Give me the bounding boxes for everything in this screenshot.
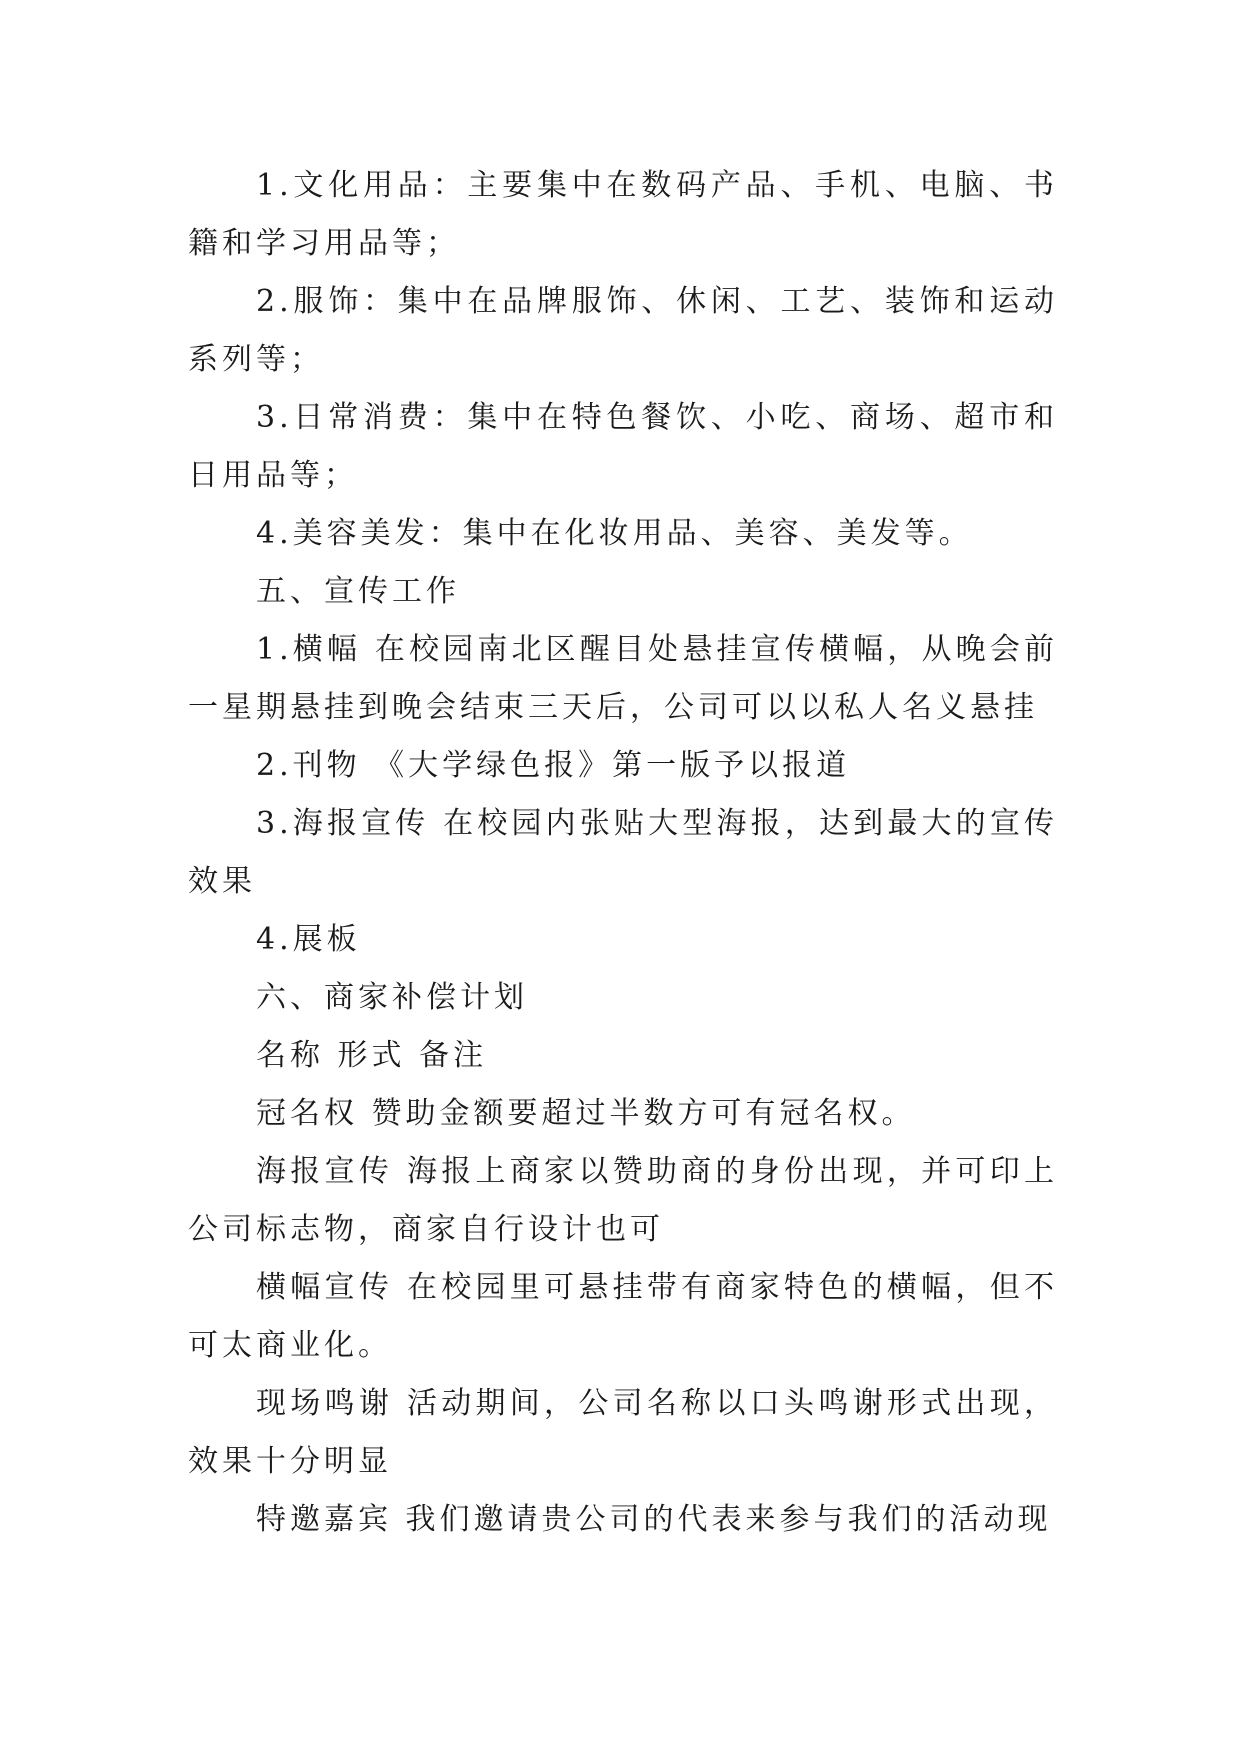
paragraph-publication: 2.刊物 《大学绿色报》第一版予以报道 — [256, 748, 851, 783]
paragraph-poster-promotion: 海报宣传 海报上商家以赞助商的身份出现，并可印上公司标志物，商家自行设计也可 — [188, 1154, 1058, 1247]
paragraph-banner: 1.横幅 在校园南北区醒目处悬挂宣传横幅，从晚会前一星期悬挂到晚会结束三天后，公司可以以私人名义悬挂 — [188, 632, 1058, 725]
section-heading-publicity: 五、宣传工作 — [256, 574, 460, 609]
paragraph-banner-promotion: 横幅宣传 在校园里可悬挂带有商家特色的横幅，但不可太商业化。 — [188, 1270, 1058, 1363]
paragraph-display-board: 4.展板 — [256, 922, 361, 957]
paragraph-naming-rights: 冠名权 赞助金额要超过半数方可有冠名权。 — [256, 1096, 916, 1131]
paragraph-culture-goods: 1.文化用品：主要集中在数码产品、手机、电脑、书籍和学习用品等； — [188, 168, 1058, 261]
paragraph-special-guest: 特邀嘉宾 我们邀请贵公司的代表来参与我们的活动现 — [256, 1502, 1052, 1537]
paragraph-apparel: 2.服饰：集中在品牌服饰、休闲、工艺、装饰和运动系列等； — [188, 284, 1058, 377]
table-header-line: 名称 形式 备注 — [256, 1038, 488, 1073]
section-heading-compensation: 六、商家补偿计划 — [256, 980, 528, 1015]
paragraph-onsite-thanks: 现场鸣谢 活动期间，公司名称以口头鸣谢形式出现，效果十分明显 — [188, 1386, 1058, 1479]
paragraph-daily-consumption: 3.日常消费：集中在特色餐饮、小吃、商场、超市和日用品等； — [188, 400, 1058, 493]
paragraph-poster: 3.海报宣传 在校园内张贴大型海报，达到最大的宣传效果 — [188, 806, 1058, 899]
document-body — [188, 157, 1058, 1549]
paragraph-beauty: 4.美容美发：集中在化妆用品、美容、美发等。 — [256, 516, 973, 551]
